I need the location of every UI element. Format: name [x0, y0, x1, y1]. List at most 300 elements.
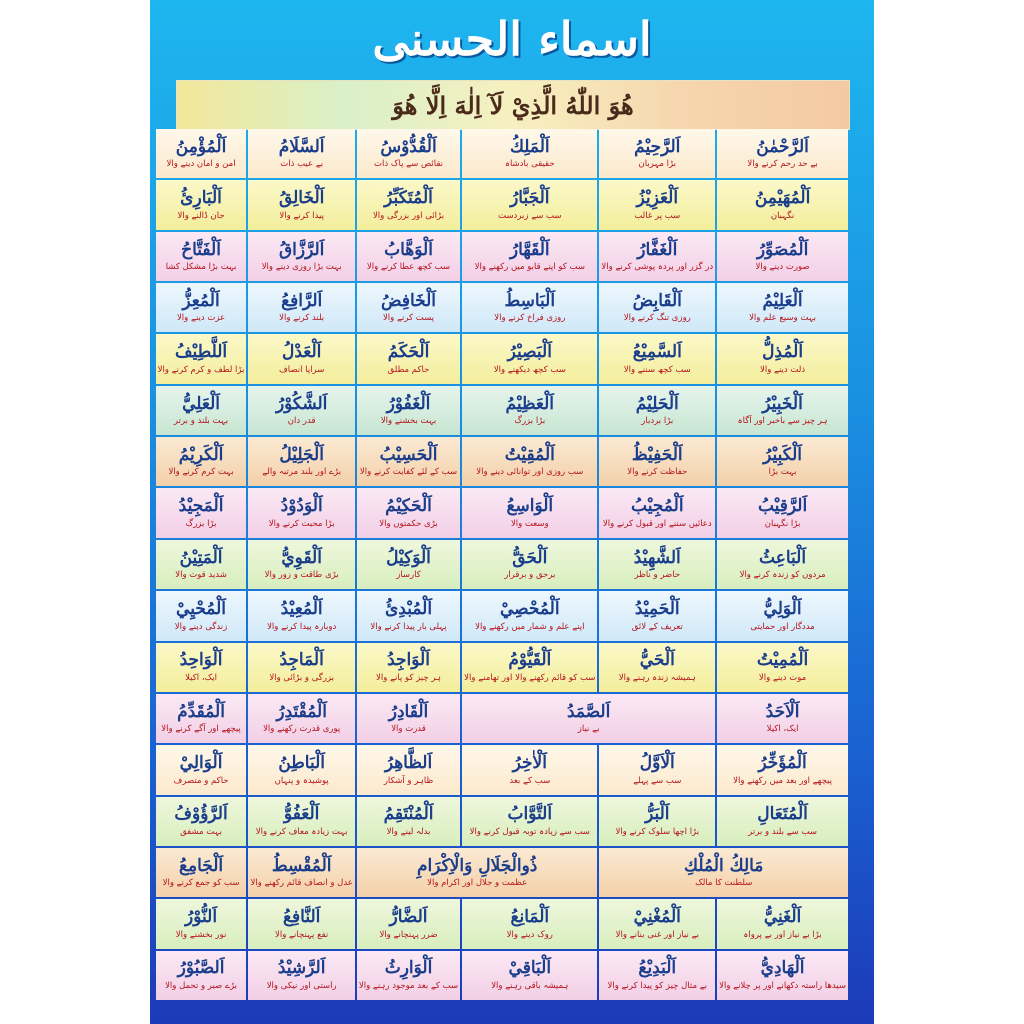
name-cell [462, 283, 597, 332]
name-cell [357, 848, 598, 897]
name-cell [156, 797, 247, 846]
urdu-meaning: تعریف کے لائق [631, 621, 683, 632]
name-cell [717, 951, 848, 1000]
arabic-name: اَلْعَلِيْمُ [762, 290, 803, 311]
urdu-meaning: بہت مشفق [180, 826, 222, 837]
urdu-meaning: بڑا مہربان [638, 159, 677, 170]
name-cell [462, 951, 597, 1000]
arabic-name: اَلْبَاطِنُ [278, 753, 325, 774]
arabic-name: اَلْجَامِعُ [178, 855, 224, 876]
arabic-name: اَلْحَقُّ [512, 547, 548, 568]
arabic-name: اَلْمُؤَخِّرُ [758, 753, 807, 774]
arabic-name: اَلضَّارُّ [389, 907, 428, 928]
arabic-name: اَللَّطِيْفُ [174, 342, 228, 363]
arabic-name: اَلْمُقْتَدِرُ [276, 701, 327, 722]
name-cell [248, 386, 354, 435]
urdu-meaning: بہت بڑا روزی دینے والا [261, 262, 342, 273]
urdu-meaning: راستی اور نیکی والا [266, 980, 337, 991]
arabic-name: اَلْقَابِضُ [632, 290, 682, 311]
name-cell [717, 180, 848, 229]
name-cell [462, 745, 597, 794]
arabic-name: اَلْمُتَعَالِ [757, 804, 808, 825]
urdu-meaning: بڑا بزرگ [185, 518, 217, 529]
arabic-name: اَلسَّلَامُ [278, 136, 325, 157]
urdu-meaning: برحق و برقرار [504, 570, 556, 581]
name-cell [717, 386, 848, 435]
name-cell [248, 232, 354, 281]
name-cell [357, 951, 460, 1000]
urdu-meaning: سب کچھ دیکھنے والا [493, 364, 566, 375]
arabic-name: اَلْمُغْنِيْ [633, 907, 681, 928]
arabic-name: اَلْعَفُوُّ [283, 804, 320, 825]
name-cell [599, 180, 715, 229]
arabic-name: اَلْوَالِيْ [179, 753, 223, 774]
arabic-name: اَلْمُبْدِئُ [384, 598, 433, 619]
urdu-meaning: سیدھا راستہ دکھانے اور پر چلانے والا [719, 980, 846, 991]
arabic-name: اَلْمُحْيِيْ [176, 598, 227, 619]
urdu-meaning: سب کچھ سننے والا [623, 364, 691, 375]
name-cell [357, 488, 460, 537]
arabic-name: اَلْحَكَمُ [387, 342, 430, 363]
name-cell [599, 488, 715, 537]
arabic-name: اَلْمُعِزُّ [182, 290, 220, 311]
urdu-meaning: سب کو اپنے قابو میں رکھنے والا [474, 262, 585, 273]
name-cell [248, 848, 354, 897]
arabic-name: اَلْمُؤْمِنُ [175, 136, 227, 157]
name-cell [248, 540, 354, 589]
urdu-meaning: بڑا بزرگ [514, 416, 546, 427]
urdu-meaning: بہت بلند و برتر [173, 416, 229, 427]
arabic-name: اَلْبَاسِطُ [504, 290, 556, 311]
urdu-meaning: ایک، اکیلا [185, 672, 217, 683]
name-cell [357, 643, 460, 692]
name-cell [156, 232, 247, 281]
name-cell [156, 643, 247, 692]
arabic-name: اَلْفَتَّاحُ [181, 239, 221, 260]
urdu-meaning: بے مثال چیز کو پیدا کرنے والا [607, 980, 708, 991]
urdu-meaning: مردوں کو زندہ کرنے والا [739, 570, 826, 581]
urdu-meaning: سب سے پہلے [633, 775, 682, 786]
name-cell [156, 540, 247, 589]
name-cell [248, 180, 354, 229]
poster-title: اسماء الحسنى [372, 12, 652, 66]
urdu-meaning: سب سے زیادہ توبہ قبول کرنے والا [469, 826, 590, 837]
urdu-meaning: سب کچھ عطا کرنے والا [366, 262, 451, 273]
name-cell [599, 643, 715, 692]
name-cell [357, 129, 460, 178]
arabic-name: اَلْمُقِيْتُ [504, 444, 555, 465]
urdu-meaning: حفاظت کرنے والا [627, 467, 688, 478]
urdu-meaning: مددگار اور حمایتی [750, 621, 815, 632]
name-cell [248, 334, 354, 383]
name-cell [462, 488, 597, 537]
name-cell [717, 745, 848, 794]
urdu-meaning: سب پر غالب [634, 210, 681, 221]
arabic-name: اَلْمَجِيْدُ [178, 496, 224, 517]
name-cell [248, 488, 354, 537]
name-cell [599, 540, 715, 589]
urdu-meaning: حاکم مطلق [387, 364, 430, 375]
arabic-name: اَلْقَيُّوْمُ [508, 650, 552, 671]
arabic-name: اَلرَّزَّاقُ [278, 239, 325, 260]
name-cell [599, 283, 715, 332]
name-cell [599, 334, 715, 383]
name-cell [357, 540, 460, 589]
arabic-name: اَلْمُهَيْمِنُ [754, 188, 811, 209]
name-cell [599, 745, 715, 794]
name-cell [357, 386, 460, 435]
urdu-meaning: بے حد رحم کرنے والا [747, 159, 818, 170]
arabic-name: اَلْغَفَّارُ [637, 239, 678, 260]
name-cell [156, 129, 247, 178]
arabic-name: اَلْمُصَوِّرُ [756, 239, 809, 260]
name-cell [599, 899, 715, 948]
arabic-name: اَلْكَرِيْمُ [178, 444, 224, 465]
name-cell [248, 745, 354, 794]
arabic-name: اَلْمُمِيْتُ [756, 650, 809, 671]
name-cell [462, 334, 597, 383]
name-cell [156, 334, 247, 383]
name-cell [599, 232, 715, 281]
arabic-name: اَلسَّمِيْعُ [632, 342, 682, 363]
poster [150, 0, 874, 1024]
name-cell [156, 745, 247, 794]
name-cell [357, 437, 460, 486]
name-cell [357, 694, 460, 743]
name-cell [599, 848, 848, 897]
urdu-meaning: بڑا لطف و کرم کرنے والا [157, 364, 245, 375]
arabic-name: اَلشَّهِيْدُ [633, 547, 681, 568]
urdu-meaning: ہر چیز کو پانے والا [375, 672, 442, 683]
urdu-meaning: پوشیدہ و پنہاں [274, 775, 329, 786]
arabic-name: اَلْمَانِعُ [510, 907, 550, 928]
name-cell [599, 951, 715, 1000]
urdu-meaning: بے عیب ذات [280, 159, 324, 170]
urdu-meaning: حاضر و ناظر [634, 570, 681, 581]
arabic-name: اَلْقَادِرُ [388, 701, 429, 722]
urdu-meaning: ضرر پہنچانے والا [379, 929, 438, 940]
arabic-name: اَلْوَاسِعُ [506, 496, 554, 517]
urdu-meaning: وسعت والا [510, 518, 549, 529]
name-cell [717, 129, 848, 178]
urdu-meaning: نگہبان [770, 210, 795, 221]
urdu-meaning: صورت دینے والا [755, 262, 810, 273]
urdu-meaning: جان ڈالنے والا [177, 210, 225, 221]
name-cell [357, 899, 460, 948]
urdu-meaning: سب روزی اور توانائی دینے والا [476, 467, 584, 478]
name-cell [462, 643, 597, 692]
arabic-name: اَلْبَصِيْرُ [507, 342, 552, 363]
urdu-meaning: بلند کرنے والا [279, 313, 325, 324]
urdu-meaning: بڑا محبت کرنے والا [268, 518, 335, 529]
urdu-meaning: حقیقی بادشاہ [504, 159, 555, 170]
name-cell [357, 745, 460, 794]
urdu-meaning: نور بخشنے والا [175, 929, 227, 940]
arabic-name: اَلْمَاجِدُ [279, 650, 324, 671]
name-cell [248, 591, 354, 640]
arabic-name: اَلْحَفِيْظُ [631, 444, 683, 465]
arabic-name: اَلْجَلِيْلُ [279, 444, 324, 465]
urdu-meaning: بہت بڑا مشکل کشا [165, 262, 237, 273]
arabic-name: اَلْعَظِيْمُ [505, 393, 555, 414]
name-cell [462, 437, 597, 486]
arabic-name: اَلْخَالِقُ [278, 188, 325, 209]
urdu-meaning: بہت بخشنے والا [380, 416, 437, 427]
urdu-meaning: زندگی دینے والا [174, 621, 228, 632]
arabic-name: اَلْحَمِيْدُ [634, 598, 680, 619]
arabic-name: اَلرَّحْمٰنُ [756, 136, 809, 157]
arabic-name: اَلرَّشِيْدُ [277, 958, 326, 979]
name-cell [248, 129, 354, 178]
names-grid [157, 129, 848, 1000]
urdu-meaning: قدرت والا [391, 724, 426, 735]
urdu-meaning: عظمت و جلال اور اکرام والا [427, 878, 528, 889]
arabic-name: اَلْاَوَّلُ [639, 753, 675, 774]
urdu-meaning: عزت دینے والا [176, 313, 226, 324]
name-cell [156, 488, 247, 537]
name-cell [248, 797, 354, 846]
name-cell [156, 694, 247, 743]
name-cell [156, 591, 247, 640]
arabic-name: اَلْوَهَّابُ [384, 239, 433, 260]
name-cell [717, 540, 848, 589]
arabic-name: اَلصَّبُوْرُ [177, 958, 225, 979]
name-cell [717, 488, 848, 537]
urdu-meaning: در گزر اور پردہ پوشی کرنے والا [601, 262, 714, 273]
name-cell [599, 386, 715, 435]
name-cell [599, 129, 715, 178]
urdu-meaning: ہمیشہ باقی رہنے والا [491, 980, 569, 991]
arabic-name: اَلْمُنْتَقِمُ [383, 804, 434, 825]
arabic-name: اَلْمُحْصِيْ [499, 598, 560, 619]
urdu-meaning: عدل و انصاف قائم رکھنے والا [250, 878, 353, 889]
arabic-name: اَلْبَارِئُ [180, 188, 222, 209]
urdu-meaning: سب کے لئے کفایت کرنے والا [359, 467, 458, 478]
arabic-name: اَلْمُتَكَبِّرُ [384, 188, 433, 209]
urdu-meaning: پہلی بار پیدا کرنے والا [370, 621, 447, 632]
arabic-name: اَلْحَيُّ [639, 650, 675, 671]
arabic-name: اَلْوَكِيْلُ [386, 547, 431, 568]
urdu-meaning: بہت کرم کرنے والا [168, 467, 234, 478]
name-cell [462, 694, 715, 743]
arabic-name: اَلصَّمَدُ [566, 701, 611, 722]
name-cell [717, 694, 848, 743]
arabic-name: اَلنُّوْرُ [185, 907, 218, 928]
name-cell [357, 283, 460, 332]
name-cell [156, 848, 247, 897]
arabic-name: اَلْبَدِيْعُ [638, 958, 677, 979]
arabic-name: اَلْحَكِيْمُ [385, 496, 432, 517]
urdu-meaning: پیچھے اور آگے کرنے والا [161, 724, 241, 735]
name-cell [156, 951, 247, 1000]
urdu-meaning: کارساز [396, 570, 421, 581]
arabic-name: اَلشَّكُوْرُ [275, 393, 328, 414]
arabic-name: مَالِكُ الْمُلْكِ [684, 855, 764, 876]
urdu-meaning: سب کے بعد [509, 775, 551, 786]
urdu-meaning: بڑائی اور بزرگی والا [372, 210, 445, 221]
name-cell [717, 899, 848, 948]
arabic-name: اَلْبَاقِيْ [508, 958, 552, 979]
name-cell [717, 232, 848, 281]
urdu-meaning: بڑا نگہبان [764, 518, 801, 529]
name-cell [357, 232, 460, 281]
arabic-name: اَلرَّحِيْمُ [634, 136, 681, 157]
name-cell [357, 591, 460, 640]
name-cell [462, 540, 597, 589]
urdu-meaning: نفع پہنچانے والا [275, 929, 329, 940]
urdu-meaning: پست کرنے والا [382, 313, 435, 324]
arabic-name: اَلْمُجِيْبُ [631, 496, 684, 517]
urdu-meaning: سب کے بعد موجود رہنے والا [358, 980, 459, 991]
urdu-meaning: اپنے علم و شمار میں رکھنے والا [475, 621, 585, 632]
arabic-name: اَلْجَبَّارُ [510, 188, 550, 209]
name-cell [156, 386, 247, 435]
arabic-name: اَلْخَافِضُ [381, 290, 437, 311]
name-cell [717, 283, 848, 332]
urdu-meaning: دوبارہ پیدا کرنے والا [267, 621, 337, 632]
arabic-name: اَلرَّقِيْبُ [757, 496, 808, 517]
urdu-meaning: بڑا بردبار [641, 416, 674, 427]
urdu-meaning: بے نیاز اور غنی بنانے والا [615, 929, 699, 940]
name-cell [357, 180, 460, 229]
arabic-name: اَلْمُذِلُّ [762, 342, 804, 363]
arabic-name: اَلْمُقَدِّمُ [177, 701, 225, 722]
urdu-meaning: روک دینے والا [506, 929, 553, 940]
name-cell [156, 283, 247, 332]
name-cell [717, 643, 848, 692]
arabic-name: اَلْغَنِيُّ [763, 907, 802, 928]
arabic-name: اَلْقَهَّارُ [509, 239, 550, 260]
urdu-meaning: سلطنت کا مالک [695, 878, 753, 889]
arabic-name: اَلْبَرُّ [645, 804, 670, 825]
name-cell [599, 797, 715, 846]
urdu-meaning: سب سے بلند و برتر [748, 826, 817, 837]
arabic-name: اَلْمُقْسِطُ [271, 855, 332, 876]
arabic-name: اَلْوَارِثُ [384, 958, 433, 979]
arabic-name: اَلْحَسِيْبُ [379, 444, 438, 465]
urdu-meaning: ظاہر و آشکار [383, 775, 434, 786]
urdu-meaning: بہت وسیع علم والا [749, 313, 817, 324]
arabic-name: اَلْوَاحِدُ [179, 650, 223, 671]
name-cell [357, 334, 460, 383]
name-cell [462, 386, 597, 435]
urdu-meaning: بہت بڑا [768, 467, 797, 478]
arabic-name: اَلْهَادِيُّ [760, 958, 805, 979]
arabic-name: اَلْوَاجِدُ [387, 650, 430, 671]
urdu-meaning: روزی تنگ کرنے والا [623, 313, 691, 324]
name-cell [717, 797, 848, 846]
arabic-name: اَلظَّاهِرُ [384, 753, 433, 774]
name-cell [462, 180, 597, 229]
urdu-meaning: امن و امان دینے والا [166, 159, 236, 170]
arabic-name: اَلْغَفُوْرُ [386, 393, 431, 414]
arabic-name: اَلْاٰخِرُ [512, 753, 547, 774]
name-cell [156, 180, 247, 229]
urdu-meaning: سب کو جمع کرنے والا [162, 878, 240, 889]
arabic-name: اَلْاَحَدُ [765, 701, 800, 722]
arabic-name: اَلْخَبِيْرُ [762, 393, 803, 414]
arabic-name: اَلْحَلِيْمُ [635, 393, 679, 414]
urdu-meaning: روزی فراخ کرنے والا [494, 313, 566, 324]
name-cell [462, 129, 597, 178]
arabic-name: اَلْوَدُوْدُ [280, 496, 323, 517]
arabic-name: اَلْعَزِيْزُ [636, 188, 679, 209]
urdu-meaning: قدر دان [287, 416, 316, 427]
name-cell [248, 694, 354, 743]
arabic-name: اَلْمُعِيْدُ [280, 598, 323, 619]
urdu-meaning: پوری قدرت رکھنے والا [263, 724, 341, 735]
arabic-name: ذُوالْجَلَالِ وَالْاِكْرَامِ [416, 855, 538, 876]
name-cell [462, 797, 597, 846]
arabic-name: اَلنَّافِعُ [282, 907, 321, 928]
arabic-name: اَلْقَوِيُّ [281, 547, 322, 568]
arabic-name: اَلرَّؤُوْفُ [174, 804, 228, 825]
urdu-meaning: بزرگی و بڑائی والا [269, 672, 334, 683]
urdu-meaning: پیدا کرنے والا [279, 210, 324, 221]
urdu-meaning: ایک، اکیلا [766, 724, 799, 735]
arabic-name: اَلرَّافِعُ [281, 290, 323, 311]
arabic-name: اَلْكَبِيْرُ [763, 444, 803, 465]
urdu-meaning: ذلت دینے والا [760, 364, 806, 375]
arabic-name: اَلْوَلِيُّ [763, 598, 802, 619]
name-cell [462, 591, 597, 640]
name-cell [462, 232, 597, 281]
urdu-meaning: بڑا بے نیاز اور بے پرواہ [743, 929, 822, 940]
name-cell [248, 437, 354, 486]
urdu-meaning: نقائص سے پاک ذات [374, 159, 443, 170]
urdu-meaning: ہمیشہ زندہ رہنے والا [618, 672, 696, 683]
arabic-name: اَلْمَتِيْنُ [179, 547, 223, 568]
urdu-meaning: بڑی طاقت و زور والا [264, 570, 339, 581]
name-cell [717, 591, 848, 640]
name-cell [599, 437, 715, 486]
urdu-meaning: ہر چیز سے باخبر اور آگاہ [737, 416, 828, 427]
name-cell [248, 951, 354, 1000]
urdu-meaning: بڑے اور بلند مرتبہ والے [262, 467, 342, 478]
urdu-meaning: حاکم و متصرف [173, 775, 229, 786]
urdu-meaning: دعائیں سننے اور قبول کرنے والا [602, 518, 712, 529]
arabic-name: اَلْقُدُّوْسُ [380, 136, 437, 157]
urdu-meaning: شدید قوت والا [175, 570, 227, 581]
urdu-meaning: سب سے زبردست [498, 210, 562, 221]
name-cell [599, 591, 715, 640]
name-cell [156, 899, 247, 948]
urdu-meaning: موت دینے والا [758, 672, 807, 683]
name-cell [357, 797, 460, 846]
urdu-meaning: بڑی حکمتوں والا [379, 518, 438, 529]
name-cell [248, 643, 354, 692]
urdu-meaning: سب کو قائم رکھنے والا اور تھامنے والا [464, 672, 596, 683]
urdu-meaning: سراپا انصاف [278, 364, 325, 375]
banner-verse: هُوَ اللّٰهُ الَّذِيْ لَآ اِلٰهَ اِلَّا هُوَ [176, 80, 850, 130]
arabic-name: اَلْبَاعِثُ [759, 547, 807, 568]
urdu-meaning: بڑا اچھا سلوک کرنے والا [615, 826, 700, 837]
name-cell [248, 899, 354, 948]
urdu-meaning: بے نیاز [577, 724, 600, 735]
name-cell [717, 334, 848, 383]
arabic-name: اَلتَّوَّابُ [507, 804, 553, 825]
name-cell [248, 283, 354, 332]
arabic-name: اَلْعَلِيُّ [182, 393, 220, 414]
urdu-meaning: بہت زیادہ معاف کرنے والا [255, 826, 348, 837]
name-cell [156, 437, 247, 486]
name-cell [462, 899, 597, 948]
name-cell [717, 437, 848, 486]
arabic-name: اَلْمَلِكُ [509, 136, 550, 157]
arabic-name: اَلْعَدْلُ [281, 342, 322, 363]
urdu-meaning: بدلہ لینے والا [386, 826, 431, 837]
urdu-meaning: پیچھے اور بعد میں رکھنے والا [733, 775, 832, 786]
